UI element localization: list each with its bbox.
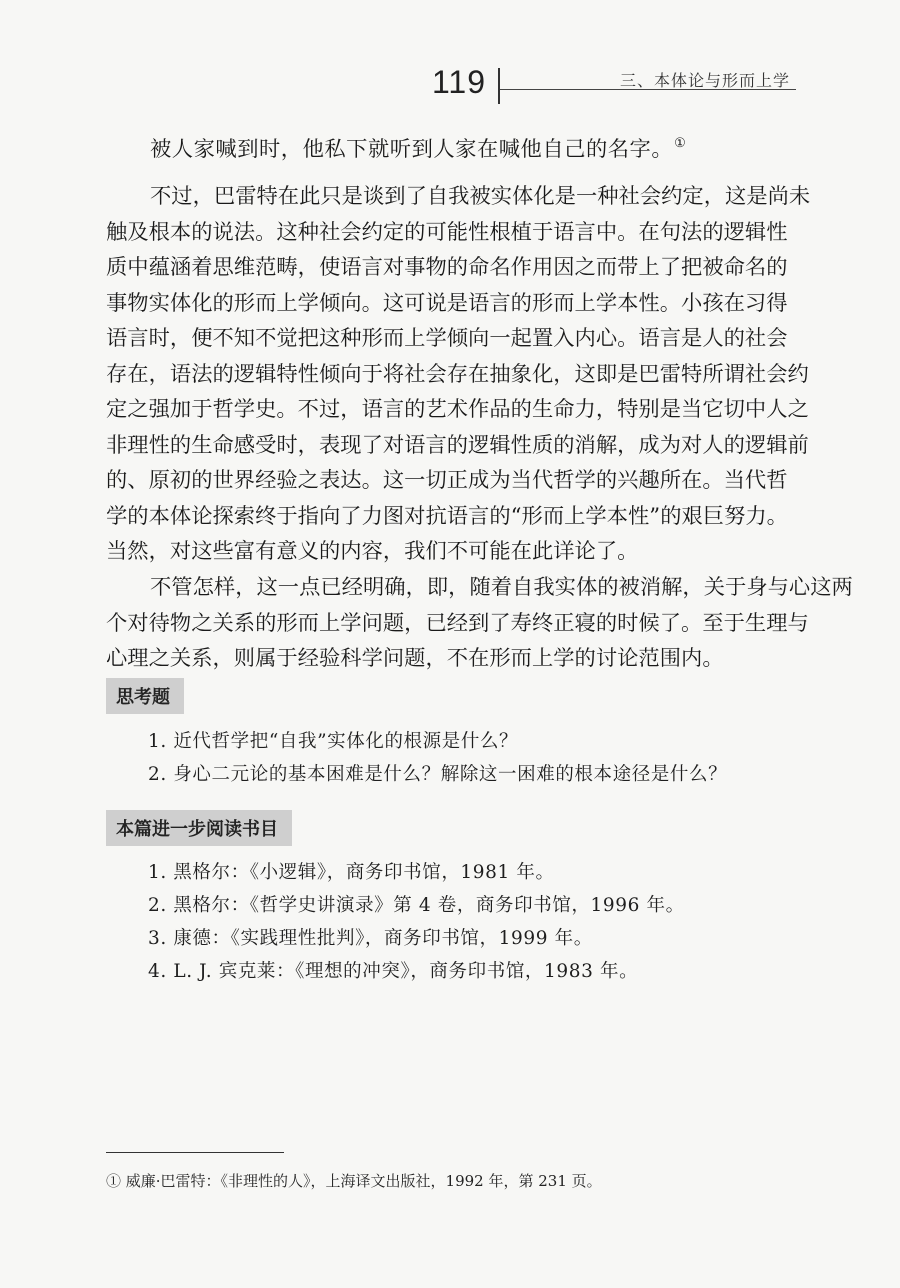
continuation-line [106, 126, 796, 168]
continuation-text: 被人家喊到时，他私下就听到人家在喊他自己的名字。 [150, 137, 674, 162]
paragraph-line: 定之强加于哲学史。不过，语言的艺术作品的生命力，特别是当它切中人之 [106, 397, 809, 422]
paragraph-2 [106, 570, 853, 677]
footnote-rule [106, 1152, 284, 1153]
list-item: 1. 近代哲学把“自我”实体化的根源是什么？ [148, 731, 519, 752]
paragraph-line: 个对待物之关系的形而上学问题，已经到了寿终正寝的时候了。至于生理与 [106, 610, 809, 636]
paragraph-1 [106, 179, 811, 570]
list-item: 4. L. J. 宾克莱：《理想的冲突》，商务印书馆，1983 年。 [148, 961, 639, 982]
paragraph-line: 存在，语法的逻辑特性倾向于将社会存在抽象化，这即是巴雷特所谓社会约 [106, 361, 809, 387]
reading-list [148, 856, 685, 988]
paragraph-line: 质中蕴涵着思维范畴，使语言对事物的命名作用因之而带上了把被命名的 [106, 255, 788, 280]
header-divider-vertical [498, 68, 500, 104]
list-item: 3. 康德：《实践理性批判》，商务印书馆，1999 年。 [148, 928, 593, 949]
paragraph-line: 不过，巴雷特在此只是谈到了自我被实体化是一种社会约定，这是尚未 [150, 184, 811, 209]
paragraph-line: 学的本体论探索终于指向了力图对抗语言的“形而上学本性”的艰巨努力。 [106, 503, 788, 529]
chapter-title: 三、本体论与形而上学 [619, 71, 790, 90]
list-item: 2. 身心二元论的基本困难是什么？解除这一困难的根本途径是什么？ [148, 764, 728, 785]
paragraph-line: 触及根本的说法。这种社会约定的可能性根植于语言中。在句法的逻辑性 [106, 219, 788, 245]
paragraph-line: 当然，对这些富有意义的内容，我们不可能在此详论了。 [106, 539, 639, 564]
list-item: 1. 黑格尔：《小逻辑》，商务印书馆，1981 年。 [148, 862, 555, 883]
paragraph-line: 不管怎样，这一点已经明确，即，随着自我实体的被消解，关于身与心这两 [150, 575, 853, 600]
paragraph-line: 语言时，便不知不觉把这种形而上学倾向一起置入内心。语言是人的社会 [106, 326, 788, 351]
reading-heading: 本篇进一步阅读书目 [106, 810, 292, 846]
questions-heading: 思考题 [106, 678, 184, 714]
paragraph-line: 事物实体化的形而上学倾向。这可说是语言的形而上学本性。小孩在习得 [106, 290, 788, 316]
paragraph-line: 心理之关系，则属于经验科学问题，不在形而上学的讨论范围内。 [106, 646, 724, 671]
footnote: ① 威廉·巴雷特：《非理性的人》，上海译文出版社，1992 年，第 231 页。 [106, 1172, 602, 1190]
footnote-marker[interactable]: ① [674, 136, 687, 151]
paragraph-line: 的、原初的世界经验之表达。这一切正成为当代哲学的兴趣所在。当代哲 [106, 468, 788, 493]
page-number: 119 [432, 64, 487, 100]
list-item: 2. 黑格尔：《哲学史讲演录》第 4 卷，商务印书馆，1996 年。 [148, 895, 685, 916]
paragraph-line: 非理性的生命感受时，表现了对语言的逻辑性质的消解，成为对人的逻辑前 [106, 432, 809, 458]
questions-list [148, 725, 727, 791]
